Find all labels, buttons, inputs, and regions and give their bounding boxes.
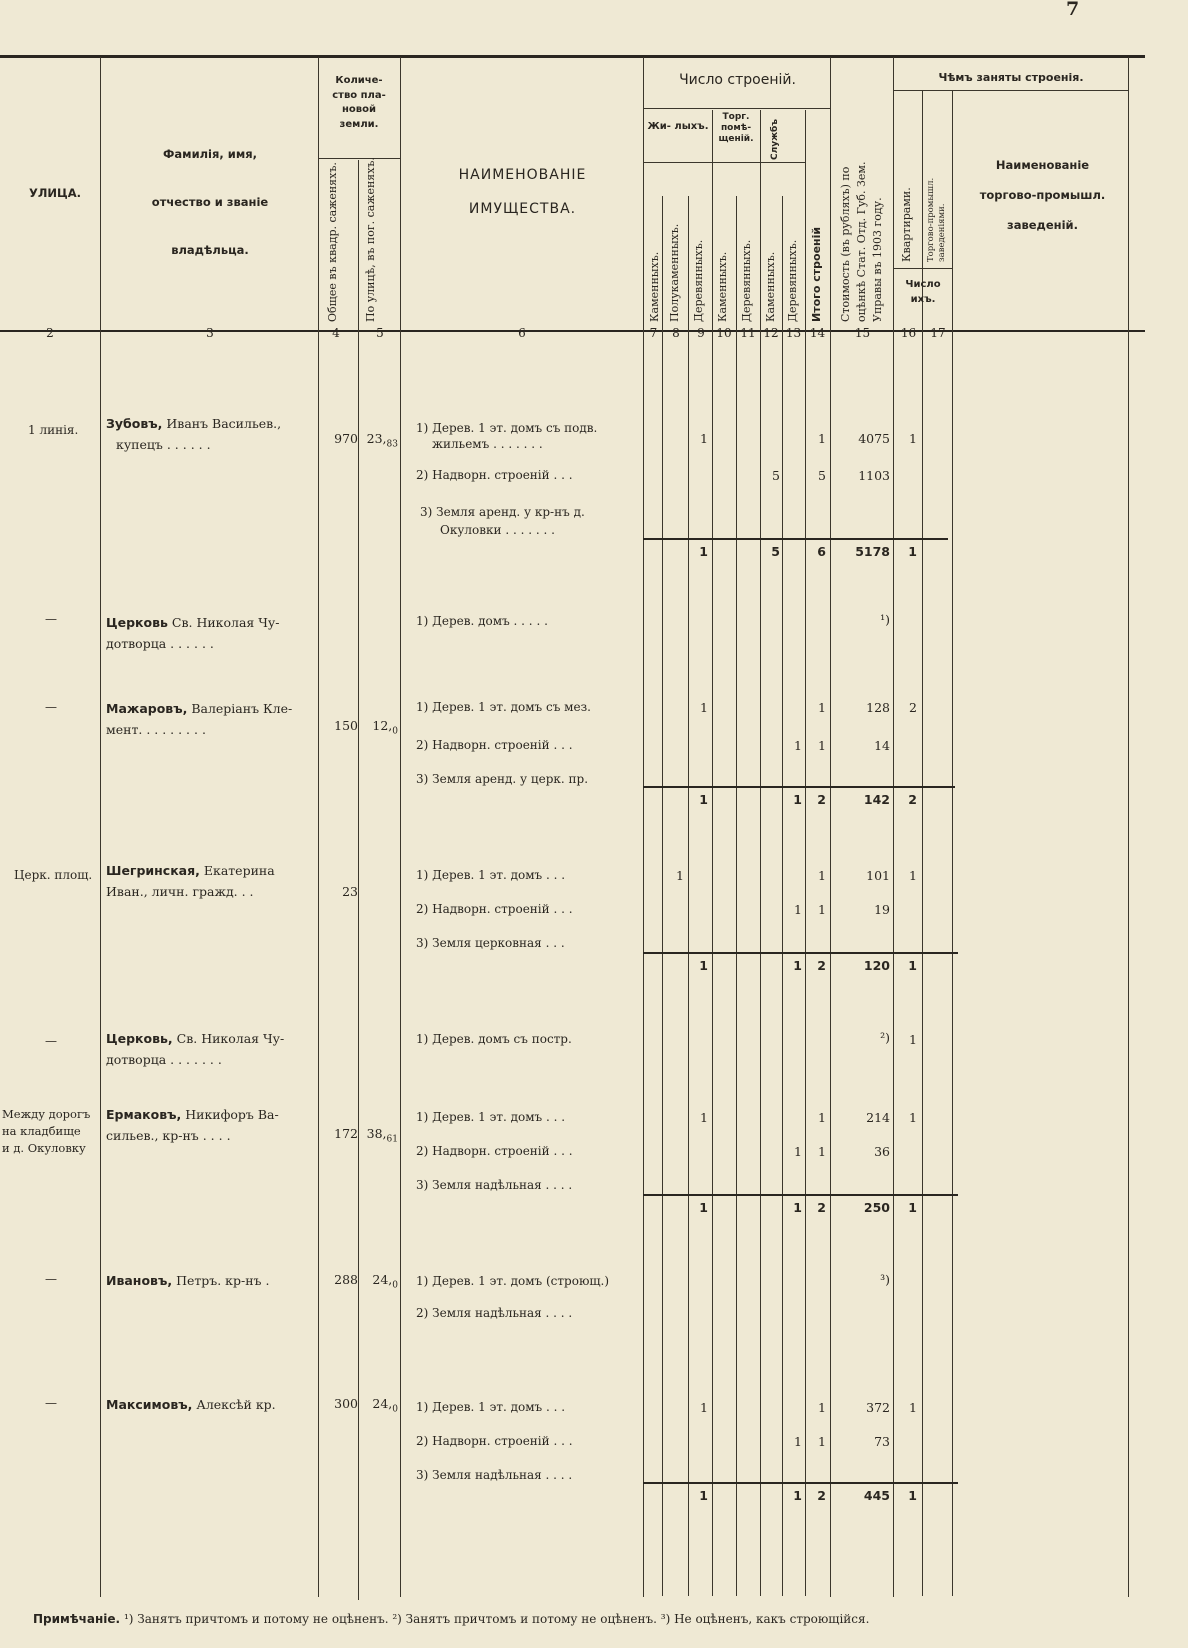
property-item: 1) Дерев. домъ съ постр. — [416, 1032, 572, 1046]
apartments-cell: 1 — [909, 1032, 917, 1047]
total-cell: 1 — [908, 544, 917, 559]
value-cell: 1103 — [858, 468, 890, 483]
total-value: 5178 — [855, 544, 890, 559]
col-number: 3 — [206, 326, 214, 340]
total-cell: 1 — [699, 1200, 708, 1215]
street-cell: — — [45, 612, 57, 626]
count-cell: 1 — [794, 902, 802, 917]
col-divider — [643, 57, 644, 1597]
header-stone-trade: Каменныхъ. — [716, 251, 729, 322]
value-cell: 73 — [874, 1434, 890, 1449]
property-item: 2) Земля надѣльная . . . . — [416, 1306, 573, 1320]
street-cell: — — [45, 1396, 57, 1410]
header-half-stone: Полукаменныхъ. — [668, 223, 681, 322]
property-item: жильемъ . . . . . . . — [432, 437, 543, 451]
header-residential: Жи- лыхъ. — [647, 121, 709, 132]
land-total: 288 — [334, 1272, 358, 1287]
count-cell: 5 — [818, 468, 826, 483]
col-number: 4 — [332, 326, 340, 340]
count-cell: 1 — [818, 1434, 826, 1449]
col-number: 8 — [672, 326, 680, 340]
header-trade-name: Наименованіе торгово-промышл. заведеній. — [979, 158, 1106, 232]
owner-cell: Церковь, Св. Николая Чу- дотворца . . . . . . . — [106, 1031, 285, 1067]
header-bottom-rule — [0, 330, 1145, 332]
header-trade-est: Торгово-промышл. заведеніями. — [926, 177, 947, 262]
header-rule — [643, 108, 830, 109]
land-total: 150 — [334, 718, 358, 733]
total-cell: 1 — [699, 544, 708, 559]
property-item: 3) Земля аренд. у кр-нъ д. — [420, 505, 585, 519]
apartments-cell: 1 — [909, 431, 917, 446]
owner-cell: Максимовъ, Алексѣй кр. — [106, 1397, 276, 1412]
header-wooden: Деревянныхъ. — [692, 239, 705, 322]
col-number: 10 — [716, 326, 732, 340]
owner-cell: Ермаковъ, Никифоръ Ва- сильев., кр-нъ . . . . — [106, 1107, 279, 1143]
value-cell: 372 — [866, 1400, 890, 1415]
property-item: Окуловки . . . . . . . — [440, 523, 555, 537]
page-number: 7 — [1066, 0, 1080, 20]
count-cell: 1 — [676, 868, 684, 883]
header-owner: Фамилія, имя, отчество и званіе владѣльца. — [151, 147, 269, 257]
total-value: 120 — [863, 958, 890, 973]
land-total: 172 — [334, 1126, 358, 1141]
value-cell: 128 — [866, 700, 890, 715]
property-item: 2) Надворн. строеній . . . — [416, 738, 573, 752]
col-divider — [100, 57, 101, 1597]
street-cell: — — [45, 1034, 57, 1048]
col-divider — [893, 57, 894, 1597]
col-divider — [318, 57, 319, 1597]
total-cell: 1 — [793, 958, 802, 973]
header-land-total: Общее въ квадр. саженяхъ. — [326, 162, 339, 322]
total-cell: 5 — [771, 544, 780, 559]
street-cell: — — [45, 700, 57, 714]
property-item: 2) Надворн. строеній . . . — [416, 468, 573, 482]
total-cell: 1 — [793, 1488, 802, 1503]
col-divider — [830, 57, 831, 1597]
header-property: НАИМЕНОВАНІЕ ИМУЩЕСТВА. — [458, 167, 587, 217]
value-cell: 214 — [866, 1110, 890, 1125]
count-cell: 1 — [700, 1110, 708, 1125]
value-cell: ¹) — [880, 612, 890, 627]
header-occupied: Чѣмъ заняты строенія. — [938, 71, 1084, 84]
property-item: 1) Дерев. 1 эт. домъ (строющ.) — [416, 1274, 610, 1288]
property-item: 3) Земля церковная . . . — [416, 936, 565, 950]
owner-cell: Зубовъ, Иванъ Васильев., купецъ . . . . . . — [106, 416, 282, 452]
street-cell: — — [45, 1272, 57, 1286]
total-cell: 2 — [817, 1488, 826, 1503]
header-stone-service: Каменныхъ. — [764, 251, 777, 322]
property-item: 1) Дерев. домъ . . . . . — [416, 614, 548, 628]
total-cell: 1 — [793, 1200, 802, 1215]
header-stone: Каменныхъ. — [648, 251, 661, 322]
table-top-rule — [0, 55, 1145, 58]
header-apartments: Квартирами. — [900, 187, 913, 262]
count-cell: 5 — [772, 468, 780, 483]
total-value: 250 — [863, 1200, 890, 1215]
col-divider — [358, 160, 359, 1600]
apartments-cell: 1 — [909, 1110, 917, 1125]
header-rule — [893, 268, 952, 269]
total-rule — [643, 1482, 958, 1484]
total-cell: 1 — [908, 1488, 917, 1503]
header-total-buildings: Итого строеній — [810, 226, 823, 322]
footnote: Примѣчаніе. ¹) Занятъ причтомъ и потому не оцѣненъ. ²) Занятъ причтомъ и потому не оцѣненъ. ³) Не оцѣненъ, какъ строющійся. — [33, 1612, 870, 1626]
land-street: $24,_0$ — [372, 1272, 398, 1291]
col-number: 9 — [697, 326, 705, 340]
count-cell: 1 — [818, 868, 826, 883]
col-divider — [688, 196, 689, 1596]
col-number: 16 — [900, 326, 917, 340]
col-number: 15 — [854, 326, 871, 340]
col-number: 12 — [763, 326, 779, 340]
col-divider — [952, 90, 953, 1596]
count-cell: 1 — [700, 431, 708, 446]
property-item: 1) Дерев. 1 эт. домъ . . . — [416, 1110, 566, 1124]
header-land: Количе- ство пла- новой земли. — [332, 75, 386, 130]
total-cell: 1 — [908, 958, 917, 973]
property-item: 3) Земля аренд. у церк. пр. — [416, 772, 589, 786]
street-cell: Между дорогъ на кладбище и д. Окуловку — [2, 1107, 91, 1155]
col-divider — [400, 57, 401, 1597]
value-cell: 14 — [874, 738, 890, 753]
count-cell: 1 — [818, 902, 826, 917]
header-rule — [318, 158, 400, 159]
col-divider — [922, 90, 923, 1596]
header-rule — [643, 162, 805, 163]
header-wooden-trade: Деревянныхъ. — [740, 239, 753, 322]
land-total: 970 — [334, 431, 358, 446]
total-rule — [643, 1194, 958, 1196]
header-service: Службъ — [770, 118, 780, 160]
col-divider — [782, 196, 783, 1596]
street-cell: Церк. площ. — [14, 868, 93, 882]
col-number: 2 — [46, 326, 54, 340]
total-cell: 1 — [793, 792, 802, 807]
property-item: 2) Надворн. строеній . . . — [416, 902, 573, 916]
col-number: 6 — [518, 326, 526, 340]
total-cell: 6 — [817, 544, 826, 559]
value-cell: ³) — [880, 1272, 890, 1287]
count-cell: 1 — [794, 738, 802, 753]
count-cell: 1 — [818, 1110, 826, 1125]
property-item: 1) Дерев. 1 эт. домъ . . . — [416, 1400, 566, 1414]
land-street: $24,_0$ — [372, 1396, 398, 1415]
col-number: 11 — [740, 326, 756, 340]
value-cell: 36 — [874, 1144, 890, 1159]
col-number: 17 — [930, 326, 946, 340]
value-cell: 19 — [874, 902, 890, 917]
property-item: 1) Дерев. 1 эт. домъ съ подв. — [416, 421, 598, 435]
property-item: 1) Дерев. 1 эт. домъ съ мез. — [416, 700, 591, 714]
header-buildings: Число строеній. — [679, 72, 796, 88]
value-cell: ²) — [880, 1030, 890, 1045]
land-street: $38,_{61}$ — [366, 1126, 398, 1145]
total-cell: 1 — [699, 958, 708, 973]
total-cell: 2 — [908, 792, 917, 807]
count-cell: 1 — [794, 1144, 802, 1159]
value-cell: 4075 — [858, 431, 890, 446]
land-street: $23,_{83}$ — [366, 431, 398, 450]
total-cell: 1 — [908, 1200, 917, 1215]
header-trade: Торг. помѣ- щеній. — [718, 112, 754, 144]
total-rule — [643, 538, 948, 540]
col-number: 13 — [785, 326, 802, 340]
count-cell: 1 — [818, 700, 826, 715]
total-rule — [643, 952, 958, 954]
total-cell: 1 — [699, 792, 708, 807]
apartments-cell: 2 — [909, 700, 917, 715]
header-value: Стоимость (въ рубляхъ) по оцѣнкѣ Стат. Отд. Губ. Зем. Управы въ 1903 году. — [839, 161, 884, 322]
property-item: 2) Надворн. строеній . . . — [416, 1434, 573, 1448]
apartments-cell: 1 — [909, 1400, 917, 1415]
total-rule — [643, 786, 955, 788]
col-number: 5 — [376, 326, 384, 340]
header-wooden-service: Деревянныхъ. — [786, 239, 799, 322]
count-cell: 1 — [794, 1434, 802, 1449]
header-street: УЛИЦА. — [29, 186, 81, 200]
count-cell: 1 — [818, 738, 826, 753]
street-cell: 1 линія. — [28, 423, 79, 437]
count-cell: 1 — [700, 700, 708, 715]
owner-cell: Ивановъ, Петръ. кр-нъ . — [106, 1273, 270, 1288]
col-number: 7 — [649, 326, 658, 340]
col-divider — [1128, 57, 1129, 1597]
owner-cell: Церковь Св. Николая Чу- дотворца . . . . . . — [106, 615, 280, 651]
land-total: 300 — [334, 1396, 358, 1411]
apartments-cell: 1 — [909, 868, 917, 883]
property-item: 1) Дерев. 1 эт. домъ . . . — [416, 868, 566, 882]
owner-cell: Шегринская, Екатерина Иван., личн. гражд. . . — [106, 863, 275, 899]
total-cell: 2 — [817, 1200, 826, 1215]
header-rule — [893, 90, 1128, 91]
count-cell: 1 — [818, 431, 826, 446]
count-cell: 1 — [700, 1400, 708, 1415]
col-divider — [662, 196, 663, 1596]
total-value: 445 — [863, 1488, 890, 1503]
value-cell: 101 — [866, 868, 890, 883]
col-divider — [736, 196, 737, 1596]
property-item: 2) Надворн. строеній . . . — [416, 1144, 573, 1158]
total-value: 142 — [863, 792, 890, 807]
total-cell: 2 — [817, 958, 826, 973]
col-number: 14 — [809, 326, 826, 340]
total-cell: 2 — [817, 792, 826, 807]
count-cell: 1 — [818, 1400, 826, 1415]
property-item: 3) Земля надѣльная . . . . — [416, 1178, 573, 1192]
land-street: $12,_0$ — [372, 718, 398, 737]
land-total: 23 — [342, 884, 358, 899]
header-their-number: Число ихъ. — [905, 279, 941, 305]
count-cell: 1 — [818, 1144, 826, 1159]
owner-cell: Мажаровъ, Валеріанъ Кле- мент. . . . . . . . . — [106, 701, 293, 737]
property-item: 3) Земля надѣльная . . . . — [416, 1468, 573, 1482]
total-cell: 1 — [699, 1488, 708, 1503]
header-land-street: По улицѣ, въ пог. саженяхъ. — [364, 157, 377, 322]
